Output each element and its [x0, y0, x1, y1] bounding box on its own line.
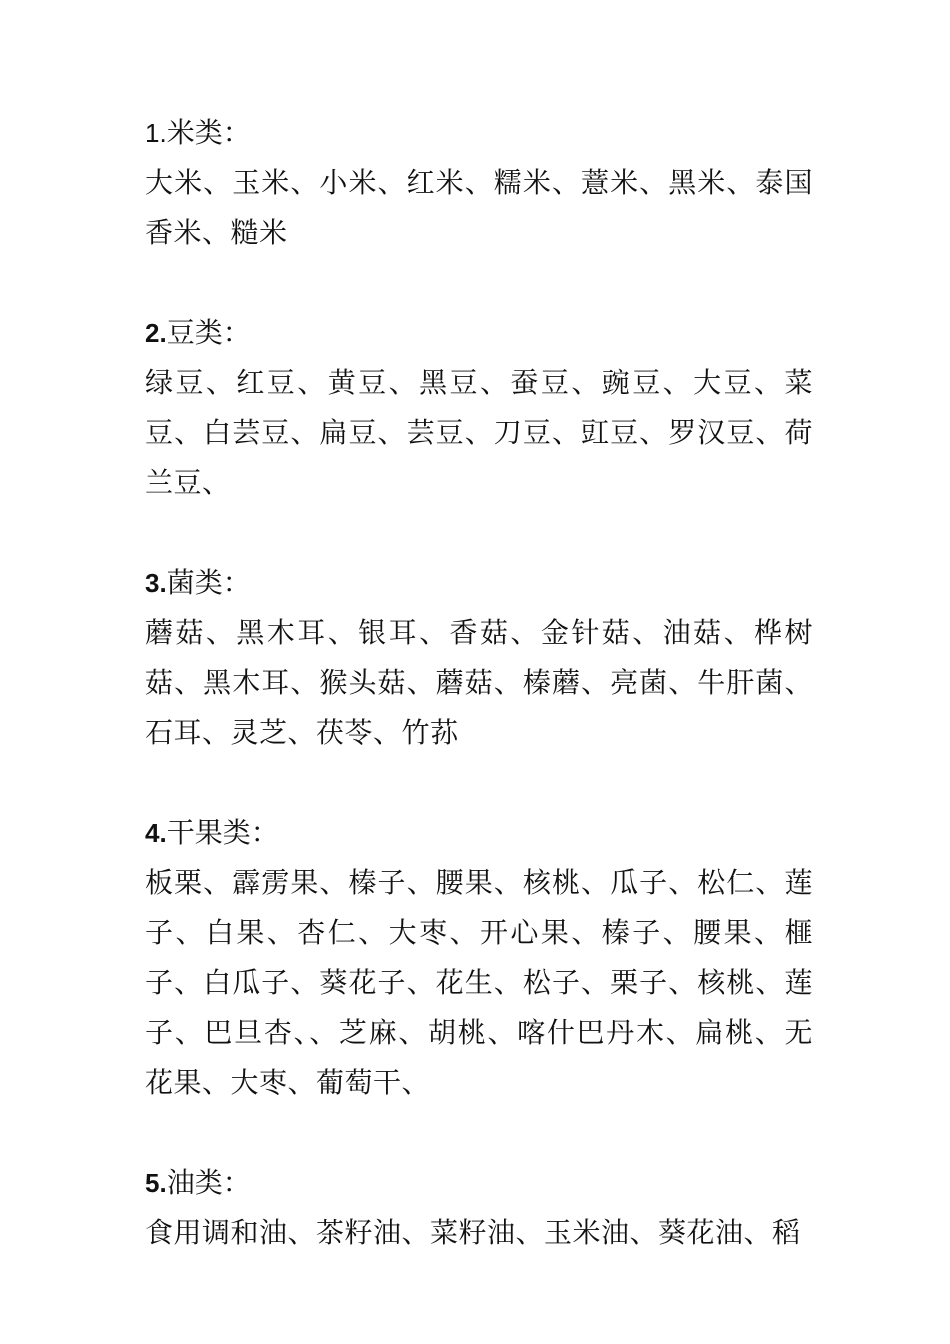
section-number: 5. — [145, 1168, 167, 1198]
section-oils — [145, 1158, 813, 1258]
section-heading — [145, 108, 813, 158]
section-items: 食用调和油、茶籽油、菜籽油、玉米油、葵花油、稻 — [145, 1216, 801, 1249]
section-items: 蘑菇、黑木耳、银耳、香菇、金针菇、油菇、桦树菇、黑木耳、猴头菇、蘑菇、榛蘑、亮菌、牛肝菌、石耳、灵芝、茯苓、竹荪 — [145, 616, 813, 749]
section-title: 豆类： — [166, 316, 251, 349]
section-number: 1. — [145, 118, 167, 148]
section-number: 3. — [145, 568, 167, 598]
section-number: 4. — [145, 818, 167, 848]
section-heading — [145, 308, 813, 358]
section-items: 绿豆、红豆、黄豆、黑豆、蚕豆、豌豆、大豆、菜豆、白芸豆、扁豆、芸豆、刀豆、豇豆、罗汉豆、荷兰豆、 — [145, 366, 813, 499]
section-title: 菌类： — [166, 566, 251, 599]
section-number: 2. — [145, 318, 167, 348]
section-heading — [145, 1158, 813, 1208]
section-title: 油类： — [166, 1166, 251, 1199]
section-heading — [145, 558, 813, 608]
section-items: 板栗、霹雳果、榛子、腰果、核桃、瓜子、松仁、莲子、白果、杏仁、大枣、开心果、榛子、腰果、榧子、白瓜子、葵花子、花生、松子、栗子、核桃、莲子、巴旦杏、、芝麻、胡桃、喀什巴丹木、扁桃、无花果、大枣、葡萄干、 — [145, 866, 813, 1099]
section-heading — [145, 808, 813, 858]
section-items: 大米、玉米、小米、红米、糯米、薏米、黑米、泰国香米、糙米 — [145, 166, 813, 249]
section-dried-fruits — [145, 808, 813, 1108]
section-title: 干果类： — [166, 816, 279, 849]
section-fungi — [145, 558, 813, 758]
section-rice — [145, 108, 813, 258]
section-title: 米类： — [166, 116, 251, 149]
section-beans — [145, 308, 813, 508]
document-page — [145, 108, 813, 1258]
